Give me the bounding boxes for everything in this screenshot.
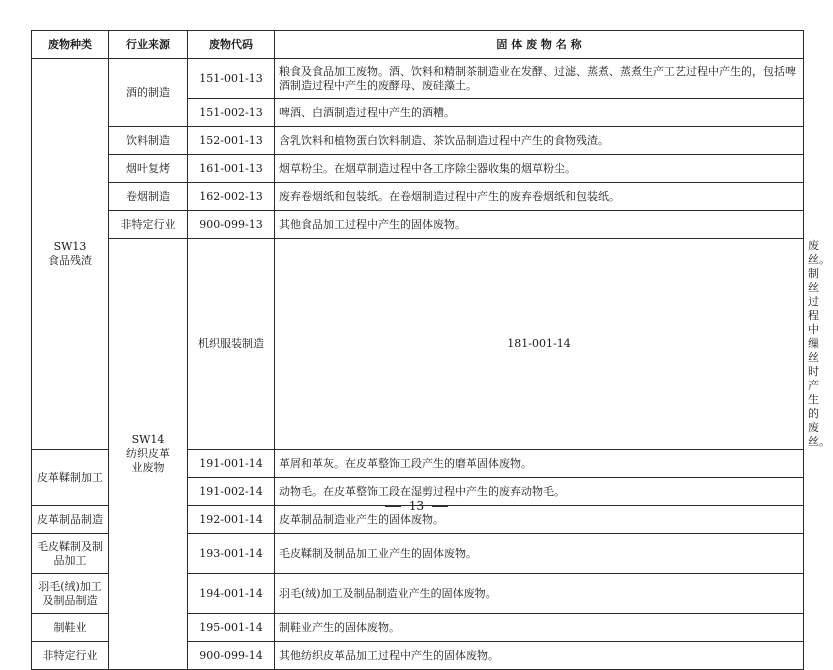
table-row: SW14 纺织皮革业废物 机织服装制造 181-001-14 废丝。制丝过程中缫丝时产生的废丝。 bbox=[32, 239, 804, 450]
waste-description: 其他纺织皮革品加工过程中产生的固体废物。 bbox=[275, 642, 804, 670]
waste-table bbox=[31, 30, 830, 670]
waste-code: 194-001-14 bbox=[188, 574, 275, 614]
waste-code: 193-001-14 bbox=[188, 534, 275, 574]
table-row bbox=[32, 59, 804, 99]
waste-description: 羽毛(绒)加工及制品制造业产生的固体废物。 bbox=[275, 574, 804, 614]
waste-code: 162-002-13 bbox=[188, 183, 275, 211]
industry-source: 机织服装制造 bbox=[188, 239, 275, 450]
category-name: 纺织皮革业废物 bbox=[126, 447, 170, 474]
category-code: SW14 bbox=[131, 433, 165, 446]
waste-description: 烟草粉尘。在烟草制造过程中各工序除尘器收集的烟草粉尘。 bbox=[275, 155, 804, 183]
waste-description: 皮革制品制造业产生的固体废物。 bbox=[275, 506, 804, 534]
waste-code: 192-001-14 bbox=[188, 506, 275, 534]
waste-category-sw14 bbox=[109, 239, 188, 670]
industry-source: 非特定行业 bbox=[109, 211, 188, 239]
footer-dash-right bbox=[432, 506, 448, 507]
waste-description: 制鞋业产生的固体废物。 bbox=[275, 614, 804, 642]
header-industry-source: 行业来源 bbox=[109, 31, 188, 59]
header-waste-name: 固 体 废 物 名 称 bbox=[275, 31, 804, 59]
header-waste-code: 废物代码 bbox=[188, 31, 275, 59]
industry-source: 酒的制造 bbox=[109, 59, 188, 127]
industry-source: 皮革鞣制加工 bbox=[32, 450, 109, 506]
waste-description: 其他食品加工过程中产生的固体废物。 bbox=[275, 211, 804, 239]
table-row bbox=[32, 211, 804, 239]
waste-code: 900-099-14 bbox=[188, 642, 275, 670]
industry-source: 卷烟制造 bbox=[109, 183, 188, 211]
table-header-row bbox=[32, 31, 804, 59]
footer-dash-left bbox=[385, 506, 401, 507]
waste-description: 含乳饮料和植物蛋白饮料制造、茶饮品制造过程中产生的食物残渣。 bbox=[275, 127, 804, 155]
waste-code: 161-001-13 bbox=[188, 155, 275, 183]
industry-source: 烟叶复烤 bbox=[109, 155, 188, 183]
industry-source: 饮料制造 bbox=[109, 127, 188, 155]
category-code: SW13 bbox=[53, 240, 87, 253]
table-row bbox=[32, 155, 804, 183]
industry-source: 羽毛(绒)加工及制品制造 bbox=[32, 574, 109, 614]
table-row bbox=[32, 183, 804, 211]
waste-description: 动物毛。在皮革整饰工段在湿剪过程中产生的废弃动物毛。 bbox=[275, 478, 804, 506]
waste-description: 废弃卷烟纸和包装纸。在卷烟制造过程中产生的废弃卷烟纸和包装纸。 bbox=[275, 183, 804, 211]
industry-source: 制鞋业 bbox=[32, 614, 109, 642]
waste-category-sw13 bbox=[32, 59, 109, 450]
waste-code: 151-001-13 bbox=[188, 59, 275, 99]
industry-source: 皮革制品制造 bbox=[32, 506, 109, 534]
waste-description: 啤酒、白酒制造过程中产生的酒糟。 bbox=[275, 99, 804, 127]
waste-code: 191-001-14 bbox=[188, 450, 275, 478]
page-number: 13 bbox=[408, 499, 425, 513]
waste-code: 152-001-13 bbox=[188, 127, 275, 155]
header-waste-type: 废物种类 bbox=[32, 31, 109, 59]
waste-code: 900-099-13 bbox=[188, 211, 275, 239]
industry-source: 非特定行业 bbox=[32, 642, 109, 670]
waste-description: 毛皮鞣制及制品加工业产生的固体废物。 bbox=[275, 534, 804, 574]
page-footer bbox=[0, 499, 833, 513]
waste-description: 粮食及食品加工废物。酒、饮料和精制茶制造业在发酵、过滤、蒸煮、蒸煮生产工艺过程中产生的，包括啤酒制造过程中产生的废酵母、废硅藻土。 bbox=[275, 59, 804, 99]
waste-code: 195-001-14 bbox=[188, 614, 275, 642]
category-name: 食品残渣 bbox=[48, 254, 92, 267]
industry-source: 毛皮鞣制及制品加工 bbox=[32, 534, 109, 574]
waste-description: 革屑和革灰。在皮革整饰工段产生的磨革固体废物。 bbox=[275, 450, 804, 478]
waste-code: 191-002-14 bbox=[188, 478, 275, 506]
table-row bbox=[32, 127, 804, 155]
waste-code: 181-001-14 bbox=[275, 239, 804, 450]
waste-code: 151-002-13 bbox=[188, 99, 275, 127]
